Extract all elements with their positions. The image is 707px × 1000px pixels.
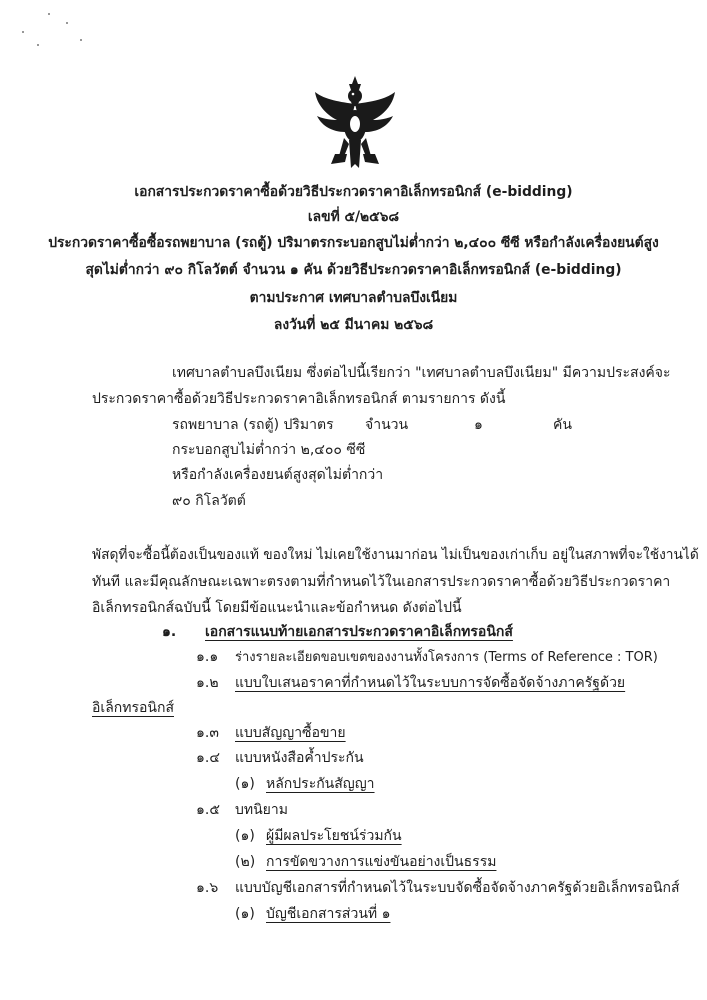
scan-speck: [22, 31, 24, 33]
scan-speck: [48, 13, 50, 15]
quantity-value: ๑: [474, 417, 483, 433]
item-1-4-sub-1-number: (๑): [235, 776, 255, 792]
subject-line-2: สุดไม่ต่ำกว่า ๙๐ กิโลวัตต์ จำนวน ๑ คัน ด้วยวิธีประกวดราคาอิเล็กทรอนิกส์ (e-bidding): [85, 262, 622, 278]
item-1-5-sub-1-link[interactable]: ผู้มีผลประโยชน์ร่วมกัน: [266, 828, 402, 844]
item-1-1-text: ร่างรายละเอียดขอบเขตของงานทั้งโครงการ (Terms of Reference : TOR): [235, 650, 658, 665]
item-1-4-sub-1-link[interactable]: หลักประกันสัญญา: [266, 776, 375, 792]
item-1-2-number: ๑.๒: [196, 675, 219, 691]
section-title: เอกสารแนบท้ายเอกสารประกวดราคาอิเล็กทรอนิกส์: [205, 624, 513, 640]
garuda-emblem: [311, 74, 399, 170]
quantity-label: จำนวน: [365, 417, 409, 433]
item-1-2-link-continued[interactable]: อิเล็กทรอนิกส์: [92, 700, 174, 716]
scan-speck: [80, 39, 82, 41]
item-1-5-number: ๑.๕: [196, 802, 220, 818]
body-line-1: พัสดุที่จะซื้อนี้ต้องเป็นของแท้ ของใหม่ ไม่เคยใช้งานมาก่อน ไม่เป็นของเก่าเก็บ อยู่ในสภาพที่จะใช้งานได้: [92, 547, 699, 563]
item-1-1-number: ๑.๑: [196, 649, 219, 665]
document-title: เอกสารประกวดราคาซื้อด้วยวิธีประกวดราคาอิเล็กทรอนิกส์ (e-bidding): [134, 184, 573, 200]
scan-speck: [66, 22, 68, 24]
item-1-3-link[interactable]: แบบสัญญาซื้อขาย: [235, 725, 346, 741]
document-number: เลขที่ ๕/๒๕๖๘: [307, 209, 400, 225]
item-1-5-sub-1-number: (๑): [235, 828, 255, 844]
item-line-2: กระบอกสูบไม่ต่ำกว่า ๒,๔๐๐ ซีซี: [172, 442, 366, 458]
item-1-4-text: แบบหนังสือค้ำประกัน: [235, 750, 364, 766]
item-1-4-number: ๑.๔: [196, 750, 220, 766]
body-line-3: อิเล็กทรอนิกส์ฉบับนี้ โดยมีข้อแนะนำและข้อกำหนด ดังต่อไปนี้: [92, 600, 462, 616]
intro-line-2: ประกวดราคาซื้อด้วยวิธีประกวดราคาอิเล็กทรอนิกส์ ตามรายการ ดังนี้: [92, 391, 506, 407]
item-1-3-number: ๑.๓: [196, 725, 219, 741]
section-number: ๑.: [162, 624, 177, 640]
subject-line-1: ประกวดราคาซื้อซื้อรถพยาบาล (รถตู้) ปริมาตรกระบอกสูบไม่ต่ำกว่า ๒,๔๐๐ ซีซี หรือกำลังเครื่องยนต์สูง: [48, 235, 659, 251]
item-1-5-text: บทนิยาม: [235, 802, 288, 818]
scan-speck: [37, 44, 39, 46]
item-line-1: รถพยาบาล (รถตู้) ปริมาตร: [172, 417, 334, 433]
item-line-3: หรือกำลังเครื่องยนต์สูงสุดไม่ต่ำกว่า: [172, 467, 384, 483]
quantity-unit: คัน: [553, 417, 572, 433]
announcement-line: ตามประกาศ เทศบาลตำบลบึงเนียม: [249, 290, 458, 306]
item-1-6-sub-1-number: (๑): [235, 906, 255, 922]
item-1-5-sub-2-number: (๒): [235, 854, 256, 870]
item-1-6-sub-1-link[interactable]: บัญชีเอกสารส่วนที่ ๑: [266, 906, 391, 922]
body-line-2: ทันที และมีคุณลักษณะเฉพาะตรงตามที่กำหนดไว้ในเอกสารประกวดราคาซื้อด้วยวิธีประกวดราคา: [92, 574, 671, 590]
document-date: ลงวันที่ ๒๕ มีนาคม ๒๕๖๘: [273, 317, 434, 333]
item-line-4: ๙๐ กิโลวัตต์: [172, 493, 246, 509]
item-1-6-number: ๑.๖: [196, 880, 219, 896]
item-1-2-link[interactable]: แบบใบเสนอราคาที่กำหนดไว้ในระบบการจัดซื้อจัดจ้างภาครัฐด้วย: [235, 675, 626, 691]
item-1-5-sub-2-link[interactable]: การขัดขวางการแข่งขันอย่างเป็นธรรม: [266, 854, 497, 870]
intro-line-1: เทศบาลตำบลบึงเนียม ซึ่งต่อไปนี้เรียกว่า "เทศบาลตำบลบึงเนียม" มีความประสงค์จะ: [172, 365, 671, 381]
item-1-6-text: แบบบัญชีเอกสารที่กำหนดไว้ในระบบจัดซื้อจัดจ้างภาครัฐด้วยอิเล็กทรอนิกส์: [235, 880, 680, 896]
